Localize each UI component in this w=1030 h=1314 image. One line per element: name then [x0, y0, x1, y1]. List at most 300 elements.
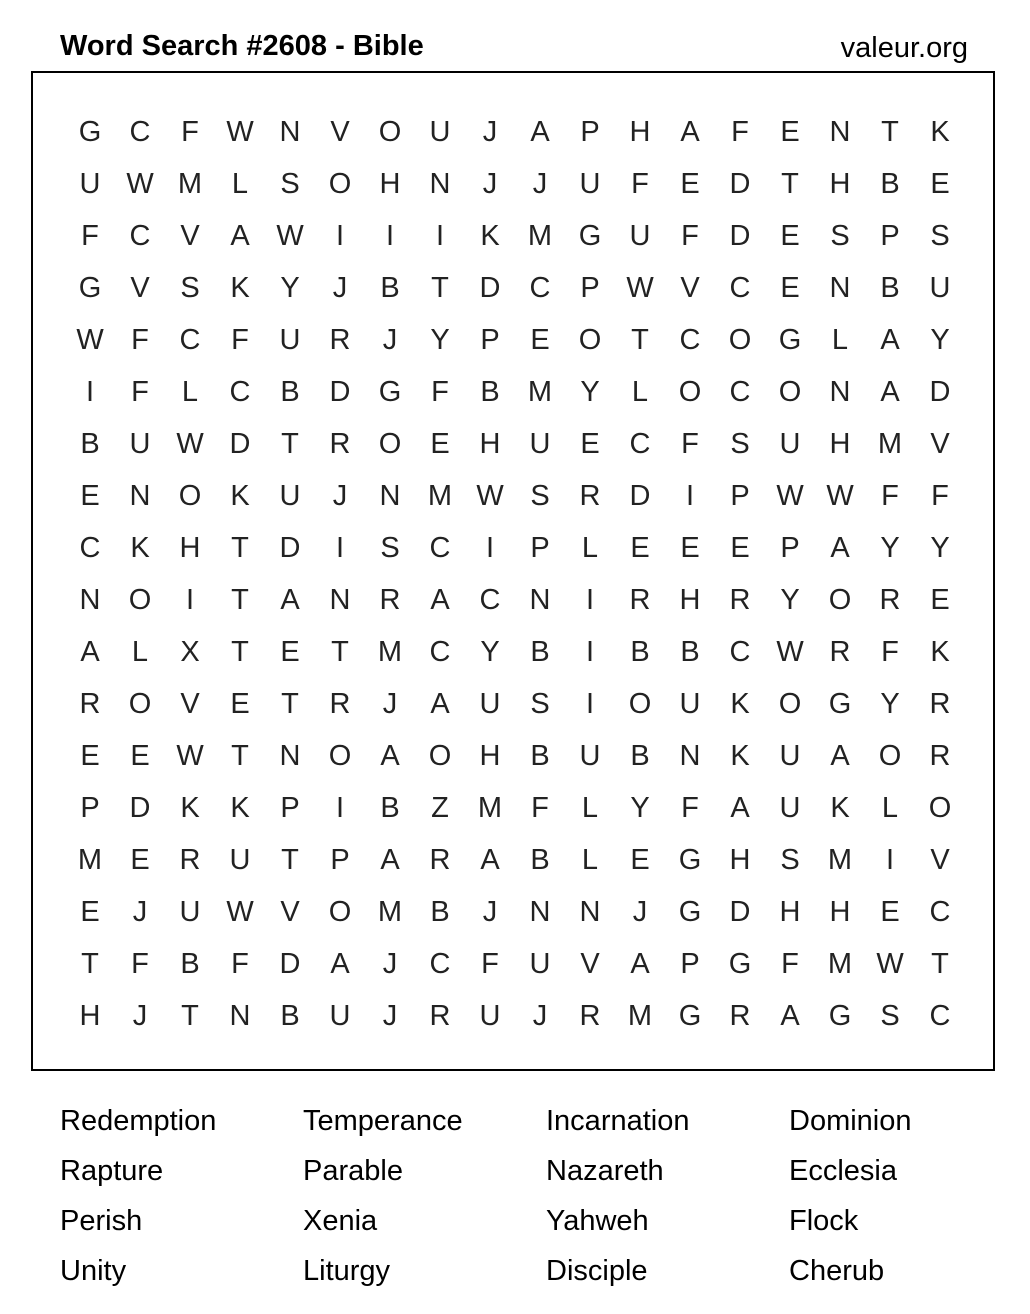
grid-letter[interactable]: U: [329, 1000, 351, 1032]
grid-letter[interactable]: U: [679, 688, 701, 720]
grid-letter[interactable]: T: [231, 740, 249, 772]
grid-letter[interactable]: G: [828, 688, 852, 720]
grid-letter[interactable]: J: [482, 896, 498, 928]
grid-letter[interactable]: E: [130, 844, 150, 876]
grid-letter[interactable]: G: [78, 272, 102, 304]
grid-letter[interactable]: S: [380, 532, 400, 564]
grid-letter[interactable]: U: [479, 688, 501, 720]
grid-letter[interactable]: K: [480, 220, 500, 252]
grid-letter[interactable]: K: [130, 532, 150, 564]
grid-letter[interactable]: W: [126, 168, 154, 200]
grid-letter[interactable]: W: [876, 948, 904, 980]
grid-letter[interactable]: D: [629, 480, 651, 512]
grid-letter[interactable]: A: [280, 584, 300, 616]
grid-letter[interactable]: D: [479, 272, 501, 304]
grid-letter[interactable]: N: [829, 376, 851, 408]
grid-letter[interactable]: O: [328, 896, 352, 928]
grid-letter[interactable]: B: [530, 740, 550, 772]
grid-letter[interactable]: K: [730, 688, 750, 720]
grid-letter[interactable]: O: [128, 584, 152, 616]
grid-letter[interactable]: Y: [630, 792, 650, 824]
grid-letter[interactable]: E: [630, 532, 650, 564]
grid-letter[interactable]: O: [128, 688, 152, 720]
grid-letter[interactable]: U: [429, 116, 451, 148]
grid-letter[interactable]: O: [878, 740, 902, 772]
grid-letter[interactable]: J: [132, 896, 148, 928]
grid-letter[interactable]: U: [529, 948, 551, 980]
grid-letter[interactable]: G: [828, 1000, 852, 1032]
grid-letter[interactable]: D: [129, 792, 151, 824]
grid-letter[interactable]: N: [829, 116, 851, 148]
grid-letter[interactable]: V: [580, 948, 600, 980]
grid-letter[interactable]: I: [85, 376, 95, 408]
grid-letter[interactable]: O: [678, 376, 702, 408]
grid-letter[interactable]: H: [829, 428, 851, 460]
grid-letter[interactable]: E: [630, 844, 650, 876]
grid-letter[interactable]: A: [880, 376, 900, 408]
grid-letter[interactable]: G: [578, 220, 602, 252]
grid-letter[interactable]: N: [279, 116, 301, 148]
grid-letter[interactable]: T: [281, 844, 299, 876]
grid-letter[interactable]: G: [678, 844, 702, 876]
grid-letter[interactable]: W: [176, 740, 204, 772]
grid-letter[interactable]: B: [280, 1000, 300, 1032]
grid-letter[interactable]: P: [680, 948, 700, 980]
grid-letter[interactable]: E: [430, 428, 450, 460]
grid-letter[interactable]: U: [279, 480, 301, 512]
grid-letter[interactable]: W: [176, 428, 204, 460]
grid-letter[interactable]: S: [930, 220, 950, 252]
grid-letter[interactable]: T: [331, 636, 349, 668]
grid-letter[interactable]: G: [778, 324, 802, 356]
grid-letter[interactable]: A: [630, 948, 650, 980]
grid-letter[interactable]: O: [728, 324, 752, 356]
grid-letter[interactable]: C: [729, 272, 751, 304]
grid-letter[interactable]: E: [680, 532, 700, 564]
grid-letter[interactable]: E: [780, 116, 800, 148]
grid-letter[interactable]: V: [180, 220, 200, 252]
grid-letter[interactable]: N: [329, 584, 351, 616]
grid-letter[interactable]: U: [529, 428, 551, 460]
grid-letter[interactable]: U: [779, 428, 801, 460]
grid-letter[interactable]: F: [431, 376, 449, 408]
grid-letter[interactable]: W: [626, 272, 654, 304]
grid-letter[interactable]: E: [780, 272, 800, 304]
grid-letter[interactable]: S: [830, 220, 850, 252]
grid-letter[interactable]: P: [730, 480, 750, 512]
grid-letter[interactable]: R: [929, 688, 951, 720]
grid-letter[interactable]: A: [830, 532, 850, 564]
grid-letter[interactable]: K: [930, 636, 950, 668]
grid-letter[interactable]: C: [729, 376, 751, 408]
grid-letter[interactable]: R: [579, 1000, 601, 1032]
grid-letter[interactable]: O: [178, 480, 202, 512]
grid-letter[interactable]: D: [229, 428, 251, 460]
grid-letter[interactable]: U: [779, 740, 801, 772]
grid-letter[interactable]: E: [930, 168, 950, 200]
grid-letter[interactable]: W: [826, 480, 854, 512]
grid-letter[interactable]: J: [332, 272, 348, 304]
grid-letter[interactable]: H: [479, 740, 501, 772]
grid-letter[interactable]: O: [378, 116, 402, 148]
grid-letter[interactable]: A: [530, 116, 550, 148]
grid-letter[interactable]: N: [129, 480, 151, 512]
grid-letter[interactable]: F: [131, 948, 149, 980]
grid-letter[interactable]: F: [681, 428, 699, 460]
grid-letter[interactable]: T: [881, 116, 899, 148]
grid-letter[interactable]: O: [928, 792, 952, 824]
grid-letter[interactable]: K: [230, 272, 250, 304]
grid-letter[interactable]: R: [379, 584, 401, 616]
grid-letter[interactable]: C: [429, 948, 451, 980]
grid-letter[interactable]: C: [429, 532, 451, 564]
grid-letter[interactable]: N: [229, 1000, 251, 1032]
grid-letter[interactable]: O: [628, 688, 652, 720]
grid-letter[interactable]: B: [480, 376, 500, 408]
grid-letter[interactable]: Y: [780, 584, 800, 616]
grid-letter[interactable]: I: [385, 220, 395, 252]
grid-letter[interactable]: E: [930, 584, 950, 616]
grid-letter[interactable]: W: [76, 324, 104, 356]
grid-letter[interactable]: B: [530, 636, 550, 668]
grid-letter[interactable]: M: [627, 1000, 653, 1032]
grid-letter[interactable]: B: [880, 168, 900, 200]
grid-letter[interactable]: A: [380, 740, 400, 772]
grid-letter[interactable]: N: [79, 584, 101, 616]
grid-letter[interactable]: J: [132, 1000, 148, 1032]
grid-letter[interactable]: W: [476, 480, 504, 512]
grid-letter[interactable]: W: [276, 220, 304, 252]
grid-letter[interactable]: P: [80, 792, 100, 824]
grid-letter[interactable]: F: [231, 948, 249, 980]
grid-letter[interactable]: J: [382, 1000, 398, 1032]
grid-letter[interactable]: P: [280, 792, 300, 824]
grid-letter[interactable]: H: [379, 168, 401, 200]
grid-letter[interactable]: N: [429, 168, 451, 200]
grid-letter[interactable]: R: [729, 1000, 751, 1032]
grid-letter[interactable]: O: [328, 740, 352, 772]
grid-letter[interactable]: T: [931, 948, 949, 980]
grid-letter[interactable]: I: [685, 480, 695, 512]
grid-letter[interactable]: I: [585, 584, 595, 616]
grid-letter[interactable]: A: [680, 116, 700, 148]
grid-letter[interactable]: F: [631, 168, 649, 200]
grid-letter[interactable]: G: [78, 116, 102, 148]
grid-letter[interactable]: K: [230, 792, 250, 824]
grid-letter[interactable]: R: [429, 844, 451, 876]
grid-letter[interactable]: F: [531, 792, 549, 824]
grid-letter[interactable]: P: [580, 272, 600, 304]
grid-letter[interactable]: R: [829, 636, 851, 668]
grid-letter[interactable]: C: [79, 532, 101, 564]
grid-letter[interactable]: D: [729, 168, 751, 200]
grid-letter[interactable]: U: [629, 220, 651, 252]
grid-letter[interactable]: C: [729, 636, 751, 668]
grid-letter[interactable]: M: [477, 792, 503, 824]
grid-letter[interactable]: A: [430, 688, 450, 720]
grid-letter[interactable]: D: [729, 896, 751, 928]
grid-letter[interactable]: H: [79, 1000, 101, 1032]
grid-letter[interactable]: Y: [580, 376, 600, 408]
grid-letter[interactable]: A: [330, 948, 350, 980]
grid-letter[interactable]: W: [226, 896, 254, 928]
grid-letter[interactable]: U: [179, 896, 201, 928]
grid-letter[interactable]: E: [680, 168, 700, 200]
grid-letter[interactable]: D: [279, 948, 301, 980]
grid-letter[interactable]: U: [579, 740, 601, 772]
grid-letter[interactable]: O: [778, 376, 802, 408]
grid-letter[interactable]: Y: [930, 532, 950, 564]
grid-letter[interactable]: T: [181, 1000, 199, 1032]
grid-letter[interactable]: J: [332, 480, 348, 512]
grid-letter[interactable]: S: [280, 168, 300, 200]
grid-letter[interactable]: I: [485, 532, 495, 564]
grid-letter[interactable]: B: [280, 376, 300, 408]
grid-letter[interactable]: D: [329, 376, 351, 408]
grid-letter[interactable]: E: [80, 740, 100, 772]
grid-letter[interactable]: J: [632, 896, 648, 928]
grid-letter[interactable]: H: [629, 116, 651, 148]
grid-letter[interactable]: I: [335, 792, 345, 824]
grid-letter[interactable]: V: [130, 272, 150, 304]
grid-letter[interactable]: E: [580, 428, 600, 460]
grid-letter[interactable]: C: [929, 896, 951, 928]
grid-letter[interactable]: B: [880, 272, 900, 304]
grid-letter[interactable]: M: [427, 480, 453, 512]
grid-letter[interactable]: T: [631, 324, 649, 356]
grid-letter[interactable]: F: [731, 116, 749, 148]
grid-letter[interactable]: A: [380, 844, 400, 876]
grid-letter[interactable]: S: [730, 428, 750, 460]
grid-letter[interactable]: E: [880, 896, 900, 928]
grid-letter[interactable]: W: [776, 636, 804, 668]
grid-letter[interactable]: F: [681, 792, 699, 824]
grid-letter[interactable]: J: [382, 688, 398, 720]
grid-letter[interactable]: O: [778, 688, 802, 720]
grid-letter[interactable]: E: [80, 480, 100, 512]
grid-letter[interactable]: F: [931, 480, 949, 512]
grid-letter[interactable]: Y: [930, 324, 950, 356]
grid-letter[interactable]: R: [79, 688, 101, 720]
grid-letter[interactable]: S: [530, 688, 550, 720]
grid-letter[interactable]: I: [885, 844, 895, 876]
grid-letter[interactable]: O: [428, 740, 452, 772]
grid-letter[interactable]: I: [185, 584, 195, 616]
grid-letter[interactable]: B: [530, 844, 550, 876]
grid-letter[interactable]: R: [329, 688, 351, 720]
grid-letter[interactable]: S: [780, 844, 800, 876]
grid-letter[interactable]: P: [530, 532, 550, 564]
grid-letter[interactable]: A: [480, 844, 500, 876]
grid-letter[interactable]: Z: [431, 792, 449, 824]
grid-letter[interactable]: O: [828, 584, 852, 616]
grid-letter[interactable]: E: [230, 688, 250, 720]
grid-letter[interactable]: T: [431, 272, 449, 304]
grid-letter[interactable]: L: [581, 792, 599, 824]
grid-letter[interactable]: R: [629, 584, 651, 616]
grid-letter[interactable]: V: [930, 844, 950, 876]
grid-letter[interactable]: M: [377, 896, 403, 928]
grid-letter[interactable]: W: [226, 116, 254, 148]
grid-letter[interactable]: U: [929, 272, 951, 304]
grid-letter[interactable]: U: [79, 168, 101, 200]
grid-letter[interactable]: M: [77, 844, 103, 876]
grid-letter[interactable]: E: [530, 324, 550, 356]
grid-letter[interactable]: L: [831, 324, 849, 356]
grid-letter[interactable]: F: [781, 948, 799, 980]
grid-letter[interactable]: M: [527, 376, 553, 408]
grid-letter[interactable]: A: [880, 324, 900, 356]
grid-letter[interactable]: F: [681, 220, 699, 252]
grid-letter[interactable]: T: [231, 532, 249, 564]
grid-letter[interactable]: F: [231, 324, 249, 356]
grid-letter[interactable]: I: [335, 532, 345, 564]
grid-letter[interactable]: C: [479, 584, 501, 616]
grid-letter[interactable]: C: [679, 324, 701, 356]
grid-letter[interactable]: D: [279, 532, 301, 564]
grid-letter[interactable]: P: [480, 324, 500, 356]
grid-letter[interactable]: N: [379, 480, 401, 512]
grid-letter[interactable]: L: [581, 844, 599, 876]
grid-letter[interactable]: L: [631, 376, 649, 408]
grid-letter[interactable]: N: [529, 584, 551, 616]
grid-letter[interactable]: W: [776, 480, 804, 512]
grid-letter[interactable]: Y: [880, 532, 900, 564]
grid-letter[interactable]: E: [280, 636, 300, 668]
grid-letter[interactable]: N: [279, 740, 301, 772]
grid-letter[interactable]: P: [580, 116, 600, 148]
grid-letter[interactable]: R: [329, 428, 351, 460]
grid-letter[interactable]: J: [382, 948, 398, 980]
grid-letter[interactable]: Y: [480, 636, 500, 668]
grid-letter[interactable]: F: [131, 324, 149, 356]
grid-letter[interactable]: L: [581, 532, 599, 564]
grid-letter[interactable]: A: [80, 636, 100, 668]
grid-letter[interactable]: T: [281, 428, 299, 460]
grid-letter[interactable]: A: [430, 584, 450, 616]
grid-letter[interactable]: R: [729, 584, 751, 616]
grid-letter[interactable]: C: [929, 1000, 951, 1032]
grid-letter[interactable]: G: [678, 896, 702, 928]
grid-letter[interactable]: V: [330, 116, 350, 148]
grid-letter[interactable]: J: [482, 116, 498, 148]
grid-letter[interactable]: R: [429, 1000, 451, 1032]
grid-letter[interactable]: V: [180, 688, 200, 720]
grid-letter[interactable]: H: [829, 896, 851, 928]
grid-letter[interactable]: Y: [280, 272, 300, 304]
grid-letter[interactable]: E: [130, 740, 150, 772]
grid-letter[interactable]: U: [229, 844, 251, 876]
grid-letter[interactable]: M: [827, 844, 853, 876]
grid-letter[interactable]: K: [730, 740, 750, 772]
grid-letter[interactable]: B: [430, 896, 450, 928]
grid-letter[interactable]: M: [877, 428, 903, 460]
grid-letter[interactable]: F: [481, 948, 499, 980]
grid-letter[interactable]: J: [532, 1000, 548, 1032]
grid-letter[interactable]: H: [679, 584, 701, 616]
grid-letter[interactable]: U: [129, 428, 151, 460]
grid-letter[interactable]: P: [880, 220, 900, 252]
grid-letter[interactable]: B: [380, 272, 400, 304]
grid-letter[interactable]: C: [229, 376, 251, 408]
grid-letter[interactable]: D: [929, 376, 951, 408]
grid-letter[interactable]: J: [482, 168, 498, 200]
grid-letter[interactable]: F: [181, 116, 199, 148]
grid-letter[interactable]: C: [629, 428, 651, 460]
grid-letter[interactable]: A: [780, 1000, 800, 1032]
grid-letter[interactable]: P: [780, 532, 800, 564]
grid-letter[interactable]: M: [827, 948, 853, 980]
grid-letter[interactable]: D: [729, 220, 751, 252]
grid-letter[interactable]: L: [131, 636, 149, 668]
grid-letter[interactable]: O: [328, 168, 352, 200]
grid-letter[interactable]: Y: [880, 688, 900, 720]
grid-letter[interactable]: P: [330, 844, 350, 876]
grid-letter[interactable]: B: [630, 636, 650, 668]
grid-letter[interactable]: N: [829, 272, 851, 304]
grid-letter[interactable]: R: [329, 324, 351, 356]
grid-letter[interactable]: E: [80, 896, 100, 928]
grid-letter[interactable]: F: [131, 376, 149, 408]
grid-letter[interactable]: B: [180, 948, 200, 980]
grid-letter[interactable]: V: [930, 428, 950, 460]
grid-letter[interactable]: I: [585, 688, 595, 720]
grid-letter[interactable]: R: [879, 584, 901, 616]
grid-letter[interactable]: E: [730, 532, 750, 564]
grid-letter[interactable]: B: [80, 428, 100, 460]
grid-letter[interactable]: M: [377, 636, 403, 668]
grid-letter[interactable]: C: [129, 116, 151, 148]
grid-letter[interactable]: F: [881, 480, 899, 512]
grid-letter[interactable]: K: [180, 792, 200, 824]
grid-letter[interactable]: T: [281, 688, 299, 720]
grid-letter[interactable]: N: [529, 896, 551, 928]
grid-letter[interactable]: H: [779, 896, 801, 928]
grid-letter[interactable]: N: [679, 740, 701, 772]
grid-letter[interactable]: C: [529, 272, 551, 304]
grid-letter[interactable]: E: [780, 220, 800, 252]
grid-letter[interactable]: G: [378, 376, 402, 408]
grid-letter[interactable]: N: [579, 896, 601, 928]
grid-letter[interactable]: O: [378, 428, 402, 460]
grid-letter[interactable]: R: [179, 844, 201, 876]
grid-letter[interactable]: A: [230, 220, 250, 252]
grid-letter[interactable]: S: [530, 480, 550, 512]
grid-letter[interactable]: H: [729, 844, 751, 876]
grid-letter[interactable]: A: [730, 792, 750, 824]
grid-letter[interactable]: H: [829, 168, 851, 200]
grid-letter[interactable]: Y: [430, 324, 450, 356]
grid-letter[interactable]: V: [280, 896, 300, 928]
grid-letter[interactable]: I: [435, 220, 445, 252]
grid-letter[interactable]: X: [180, 636, 200, 668]
grid-letter[interactable]: B: [380, 792, 400, 824]
grid-letter[interactable]: F: [881, 636, 899, 668]
grid-letter[interactable]: T: [81, 948, 99, 980]
grid-letter[interactable]: T: [231, 636, 249, 668]
grid-letter[interactable]: J: [532, 168, 548, 200]
grid-letter[interactable]: K: [230, 480, 250, 512]
grid-letter[interactable]: G: [678, 1000, 702, 1032]
grid-letter[interactable]: A: [830, 740, 850, 772]
grid-letter[interactable]: U: [579, 168, 601, 200]
grid-letter[interactable]: K: [930, 116, 950, 148]
grid-letter[interactable]: I: [335, 220, 345, 252]
grid-letter[interactable]: U: [279, 324, 301, 356]
grid-letter[interactable]: O: [578, 324, 602, 356]
grid-letter[interactable]: J: [382, 324, 398, 356]
grid-letter[interactable]: U: [479, 1000, 501, 1032]
